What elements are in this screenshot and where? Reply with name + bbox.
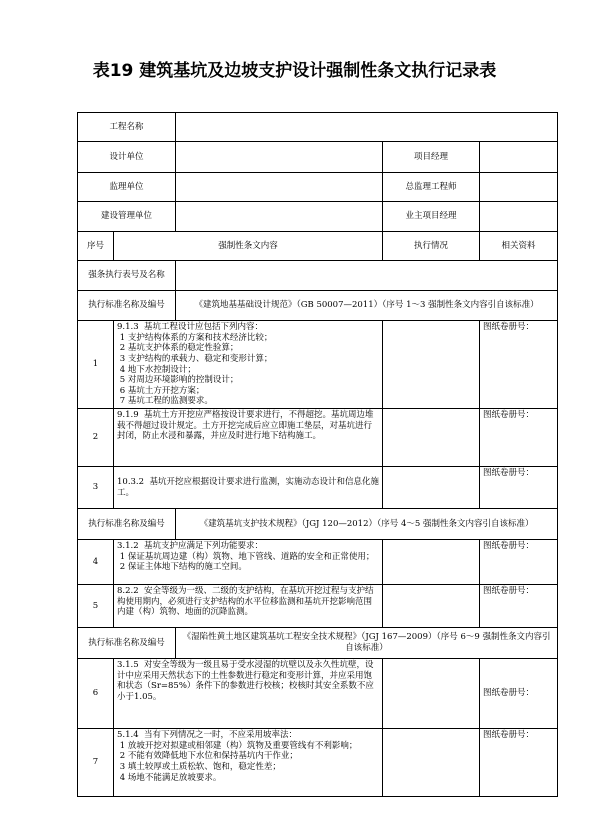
project-manager-field[interactable] xyxy=(480,142,558,173)
chief-engineer-label: 总监理工程师 xyxy=(383,173,480,202)
status-field[interactable] xyxy=(383,540,480,585)
clause-content xyxy=(114,467,383,509)
clause-line: 9.1.9 基坑土方开挖应严格按设计要求进行，不得超挖。基坑周边堆载不得超过设计规定。土方开挖完成后应立即施工垫层，对基坑进行封闭，防止水浸和暴露，并应及时进行地下结构施工。 xyxy=(117,410,374,442)
standard-name: 《湿陷性黄土地区建筑基坑工程安全技术规程》（JGJ 167—2009）（序号 6～9 强制性条文内容引自该标准） xyxy=(176,628,558,659)
clause-line: 9.1.3 基坑工程设计应包括下列内容： xyxy=(117,322,264,332)
supervision-unit-label: 监理单位 xyxy=(78,173,176,202)
row-no: 5 xyxy=(78,585,114,628)
chief-engineer-field[interactable] xyxy=(480,173,558,202)
row-no: 3 xyxy=(78,467,114,509)
clause-content xyxy=(114,540,383,585)
status-field[interactable] xyxy=(383,467,480,509)
standard-label: 执行标准名称及编号 xyxy=(78,291,176,321)
form-name-field[interactable] xyxy=(176,261,558,291)
project-manager-label: 项目经理 xyxy=(383,142,480,173)
status-field[interactable] xyxy=(383,409,480,467)
clause-line: 3.1.2 基坑支护应满足下列功能要求： xyxy=(117,541,264,551)
status-field[interactable] xyxy=(383,729,480,797)
row-no: 2 xyxy=(78,409,114,467)
clause-line: 8.2.2 安全等级为一级、二级的支护结构，在基坑开挖过程与支护结构使用期内，必须进行支护结构的水平位移监测和基坑开挖影响范围内建（构）筑物、地面的沉降监测。 xyxy=(117,586,374,618)
drawing-no: 图纸卷册号： xyxy=(480,467,558,509)
owner-manager-field[interactable] xyxy=(480,202,558,232)
form-name-label: 强条执行表号及名称 xyxy=(78,261,176,291)
design-unit-label: 设计单位 xyxy=(78,142,176,173)
page-title: 表19 建筑基坑及边坡支护设计强制性条文执行记录表 xyxy=(92,61,497,81)
clause-content xyxy=(114,659,383,729)
standard-label: 执行标准名称及编号 xyxy=(78,509,176,540)
col-content: 强制性条文内容 xyxy=(114,232,383,261)
drawing-no: 图纸卷册号： xyxy=(480,729,558,797)
standard-name: 《建筑地基基础设计规范》（GB 50007—2011）（序号 1～3 强制性条文内容引自该标准） xyxy=(176,291,558,321)
owner-manager-label: 业主项目经理 xyxy=(383,202,480,232)
row-no: 6 xyxy=(78,659,114,729)
clause-line: 10.3.2 基坑开挖应根据设计要求进行监测，实施动态设计和信息化施工。 xyxy=(117,476,379,498)
drawing-no: 图纸卷册号： xyxy=(480,321,558,409)
clause-content xyxy=(114,585,383,628)
drawing-no: 图纸卷册号： xyxy=(480,585,558,628)
clause-line: 5.1.4 当有下列情况之一时，不应采用坡率法： xyxy=(117,730,298,740)
clause-line: 7 基坑工程的监测要求。 xyxy=(117,396,213,407)
col-docs: 相关资料 xyxy=(480,232,558,261)
clause-line: 3 支护结构的承载力、稳定和变形计算； xyxy=(117,353,273,364)
clause-content xyxy=(114,409,383,467)
design-unit-field[interactable] xyxy=(176,142,383,173)
clause-line: 3.1.5 对安全等级为一级且易于受水浸湿的坑壁以及永久性坑壁，设计中应采用天然状态下的土性参数进行稳定和变形计算，并应采用饱和状态（Sr=85%）条件下的参数进行校核；校核时其安全系数不应小于1.05。 xyxy=(117,660,374,702)
drawing-no: 图纸卷册号： xyxy=(480,659,558,729)
clause-line: 1 保证基坑周边建（构）筑物、地下管线、道路的安全和正常使用； xyxy=(117,551,375,562)
status-field[interactable] xyxy=(383,321,480,409)
project-name-field[interactable] xyxy=(176,113,558,142)
row-no: 1 xyxy=(78,321,114,409)
drawing-no: 图纸卷册号： xyxy=(480,540,558,585)
project-name-label: 工程名称 xyxy=(78,113,176,142)
status-field[interactable] xyxy=(383,659,480,729)
row-no: 4 xyxy=(78,540,114,585)
clause-content xyxy=(114,321,383,409)
clause-content xyxy=(114,729,383,797)
clause-line: 1 支护结构体系的方案和技术经济比较； xyxy=(117,332,273,343)
construction-mgmt-label: 建设管理单位 xyxy=(78,202,176,232)
construction-mgmt-field[interactable] xyxy=(176,202,383,232)
status-field[interactable] xyxy=(383,585,480,628)
drawing-no: 图纸卷册号： xyxy=(480,409,558,467)
standard-name: 《建筑基坑支护技术规程》（JGJ 120—2012）（序号 4～5 强制性条文内容引自该标准） xyxy=(176,509,558,540)
clause-line: 4 地下水控制设计； xyxy=(117,364,196,375)
clause-line: 1 放坡开挖对拟建或相邻建（构）筑物及重要管线有不利影响； xyxy=(117,740,358,751)
col-seq: 序号 xyxy=(78,232,114,261)
record-table xyxy=(77,112,558,797)
row-no: 7 xyxy=(78,729,114,797)
clause-line: 2 基坑支护体系的稳定性验算； xyxy=(117,343,239,354)
clause-line: 6 基坑土方开挖方案； xyxy=(117,385,205,396)
supervision-unit-field[interactable] xyxy=(176,173,383,202)
clause-line: 5 对周边环境影响的控制设计； xyxy=(117,375,239,386)
clause-line: 2 不能有效降低地下水位和保持基坑内干作业； xyxy=(117,751,298,762)
clause-line: 3 填土较厚或土质松软、饱和，稳定性差； xyxy=(117,761,281,772)
clause-line: 4 场地不能满足放坡要求。 xyxy=(117,772,222,783)
clause-line: 2 保证主体地下结构的施工空间。 xyxy=(117,562,247,573)
col-status: 执行情况 xyxy=(383,232,480,261)
standard-label: 执行标准名称及编号 xyxy=(78,628,176,659)
